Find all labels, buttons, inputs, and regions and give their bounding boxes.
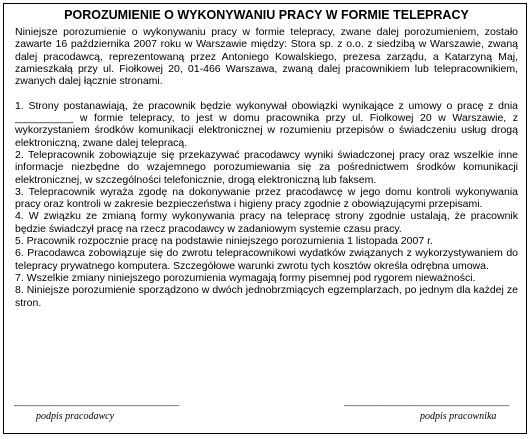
employer-signature-block <box>14 397 189 423</box>
employer-signature-line: ___________________________ <box>14 397 179 409</box>
clause-3: 3. Telepracownik wyraża zgodę na dokonywanie przez pracodawcę w jego domu kontroli wykonywania pracy oraz kontroli w zakresie bezpieczeństwa i higieny pracy zgodnie z obowiązującymi przepisami. <box>15 185 518 211</box>
paragraph-gap <box>15 87 518 99</box>
document-body <box>15 8 518 309</box>
document-page <box>3 3 527 434</box>
employer-signature-label: podpis pracodawcy <box>36 411 115 422</box>
clause-5: 5. Pracownik rozpocznie pracę na podstawie niniejszego porozumienia 1 listopada 2007 r. <box>15 235 433 248</box>
clause-8: 8. Niniejsze porozumienie sporządzono w dwóch jednobrzmiących egzemplarzach, po jednym dla każdej ze stron. <box>15 284 518 309</box>
clause-6: 6. Pracodawca zobowiązuje się do zwrotu telepracownikowi wydatków związanych z wykorzystywaniem do telepracy prywatnego komputera. Szczegółowe warunki zwrotu tych kosztów określa odrębna umowa. <box>15 247 518 272</box>
intro-paragraph: Niniejsze porozumienie o wykonywaniu pracy w formie telepracy, zwane dalej porozumieniem, zostało zawarte 16 października 2007 roku w Warszawie między: Stora sp. z o.o. z siedzibą w Warszawie, zwaną dalej pracodawcą, reprezentowaną przez Antoniego Kowalskiego, prezesa zarządu, a Katarzyną Maj, zamieszkałą przy ul. Fiołkowej 20, 01-466 Warszawa, zwaną dalej pracownikiem lub telepracownikiem, zwanych dalej łącznie stronami. <box>15 26 518 88</box>
employee-signature-line: ___________________________ <box>344 397 509 409</box>
clause-4: 4. W związku ze zmianą formy wykonywania pracy na telepracę strony zgodnie ustalają, że pracownik będzie świadczył pracę na rzecz pracodawcy w zadaniowym systemie czasu pracy. <box>15 210 518 235</box>
document-title: POROZUMIENIE O WYKONYWANIU PRACY W FORMIE TELEPRACY <box>64 8 469 22</box>
clause-1: 1. Strony postanawiają, że pracownik będzie wykonywał obowiązki wynikające z umowy o pracę z dnia __________ w formie telepracy, to jest w domu pracownika przy ul. Fiołkowej 20 w Warszawie, z wykorzystaniem środków komunikacji elektronicznej w rozumieniu przepisów o świadczeniu usług drogą elektroniczną, zwane dalej telepracą. <box>15 99 518 149</box>
employee-signature-label: podpis pracownika <box>420 411 497 422</box>
clause-7: 7. Wszelkie zmiany niniejszego porozumienia wymagają formy pisemnej pod rygorem nieważności. <box>15 271 476 284</box>
employee-signature-block <box>344 397 519 423</box>
clause-2: 2. Telepracownik zobowiązuje się przekazywać pracodawcy wyniki świadczonej pracy oraz wszelkie inne informacje niezbędne do wzajemnego porozumiewania się za pośrednictwem środków komunikacji elektronicznej, w szczególności telefonicznie, drogą elektroniczną lub faksem. <box>15 148 518 186</box>
